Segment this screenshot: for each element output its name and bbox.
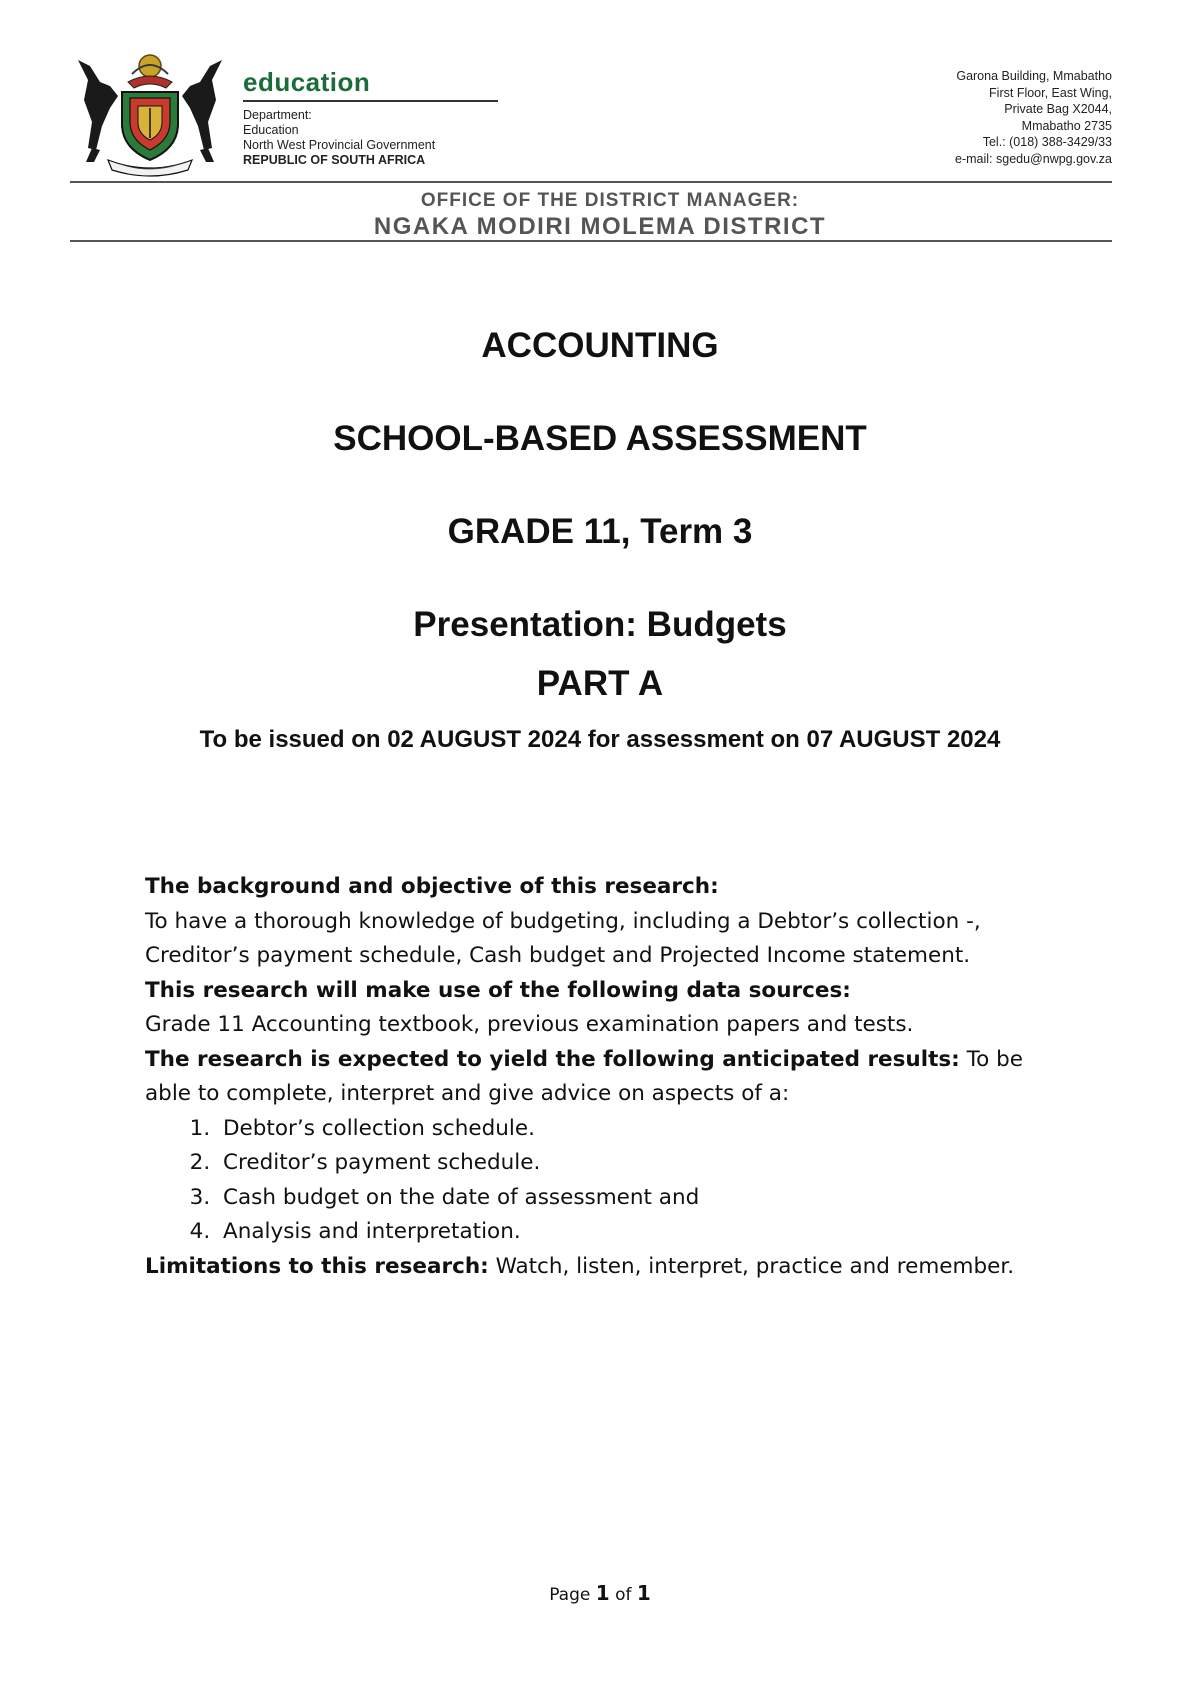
research-description	[145, 870, 1075, 1284]
page-footer	[0, 1582, 1200, 1606]
list-item: 1. Debtor’s collection schedule.	[217, 1112, 1075, 1147]
grade-term-title: GRADE 11, Term 3	[447, 512, 753, 551]
brand-divider	[243, 100, 498, 102]
sources-heading: This research will make use of the following data sources:	[145, 977, 851, 1003]
address-line: Mmabatho 2735	[1021, 118, 1112, 133]
department-brand	[243, 68, 503, 168]
telephone-line: Tel.: (018) 388-3429/33	[982, 135, 1112, 149]
list-item: 4. Analysis and interpretation.	[217, 1215, 1075, 1250]
district-name: NGAKA MODIRI MOLEMA DISTRICT	[373, 213, 827, 240]
part-title: PART A	[536, 664, 664, 703]
results-text: To be able to complete, interpret and give advice on aspects of a:	[145, 1046, 1023, 1106]
page-total: 1	[636, 1581, 651, 1605]
limitations-paragraph	[145, 1250, 1075, 1285]
limitations-heading: Limitations to this research:	[145, 1253, 489, 1279]
sources-text: Grade 11 Accounting textbook, previous examination papers and tests.	[145, 1012, 914, 1037]
district-office-banner	[0, 190, 1200, 240]
address-line: First Floor, East Wing,	[989, 85, 1112, 100]
address-line: Garona Building, Mmabatho	[956, 69, 1112, 83]
office-title: OFFICE OF THE DISTRICT MANAGER:	[420, 190, 800, 211]
brand-line-government: North West Provincial Government	[243, 138, 436, 152]
letterhead-divider-bottom	[70, 240, 1112, 242]
results-list	[145, 1112, 1075, 1250]
brand-wordmark: education	[243, 67, 371, 97]
title-block	[0, 326, 1200, 755]
results-heading: The research is expected to yield the following anticipated results:	[145, 1046, 960, 1072]
brand-line-department: Department:	[243, 108, 312, 122]
background-heading: The background and objective of this research:	[145, 874, 719, 899]
presentation-title: Presentation: Budgets	[413, 605, 787, 644]
coat-of-arms-icon	[70, 52, 230, 177]
email-line: e-mail: sgedu@nwpg.gov.za	[955, 151, 1112, 166]
list-item: 3. Cash budget on the date of assessment and	[217, 1181, 1075, 1216]
page-current: 1	[595, 1581, 610, 1605]
of-word: of	[615, 1585, 632, 1605]
page-word: Page	[549, 1585, 591, 1605]
address-block	[955, 68, 1112, 167]
address-line: Private Bag X2044,	[1004, 102, 1112, 116]
brand-line-country: REPUBLIC OF SOUTH AFRICA	[243, 153, 426, 167]
limitations-text: Watch, listen, interpret, practice and remember.	[488, 1253, 1015, 1279]
issue-date-line: To be issued on 02 AUGUST 2024 for assessment on 07 AUGUST 2024	[199, 726, 1001, 753]
assessment-title: SCHOOL-BASED ASSESSMENT	[333, 419, 867, 458]
results-paragraph	[145, 1043, 1075, 1112]
letterhead-divider-top	[70, 181, 1112, 183]
subject-title: ACCOUNTING	[481, 326, 719, 365]
list-item: 2. Creditor’s payment schedule.	[217, 1146, 1075, 1181]
background-text: To have a thorough knowledge of budgeting, including a Debtor’s collection -, Creditor’s payment schedule, Cash budget and Projected Income statement.	[145, 908, 981, 968]
brand-line-education: Education	[243, 123, 299, 137]
